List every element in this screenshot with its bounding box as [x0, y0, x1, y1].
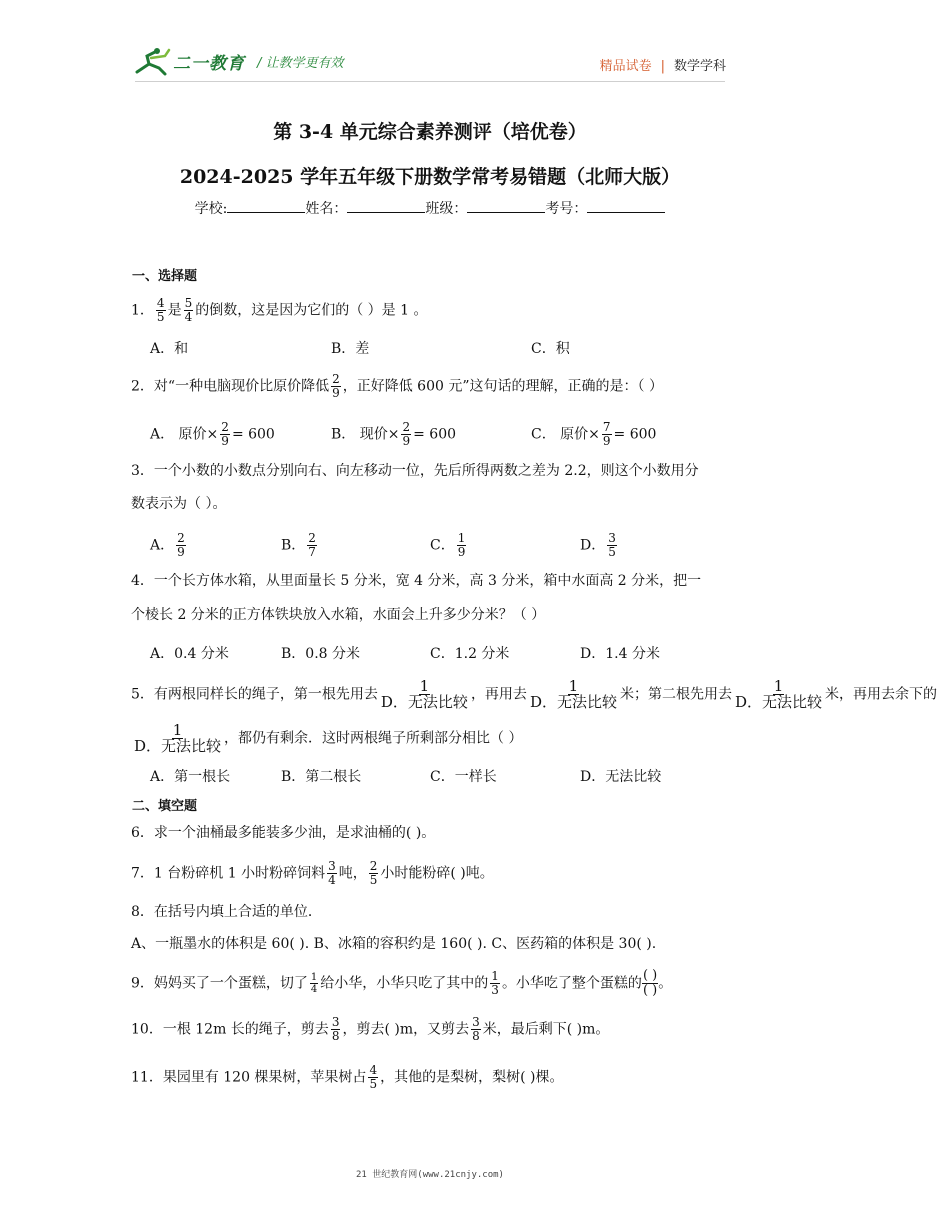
q1-option-b[interactable]: B．差	[331, 341, 370, 357]
fraction: $\frac{2}{5}$	[369, 859, 378, 887]
school-field[interactable]	[227, 199, 305, 213]
q2-option-b[interactable]: B． 现价× $\frac{2}{9}$ = 600	[331, 420, 457, 448]
q5-option-d[interactable]: D．无法比较	[580, 769, 662, 785]
q3-option-b[interactable]: B． $\frac{2}{7}$	[281, 531, 316, 559]
question-4-line-1: 4．一个长方体水箱，从里面量长 5 分米，宽 4 分米，高 3 分米，箱中水面高 2 分米，把一	[131, 573, 702, 589]
fraction: $\frac{7}{9}$	[602, 420, 611, 448]
q1-option-c[interactable]: C．积	[531, 341, 570, 357]
q3-option-a[interactable]: A． $\frac{2}{9}$	[150, 531, 185, 559]
fraction: $\frac{2}{9}$	[332, 372, 340, 400]
fraction: $\frac{3}{8}$	[472, 1015, 480, 1043]
q4-option-b[interactable]: B．0.8 分米	[281, 646, 361, 662]
fraction: $\frac{2}{9}$	[177, 531, 185, 559]
q4-option-c[interactable]: C．1.2 分米	[430, 646, 510, 662]
question-2: 2．对“一种电脑现价比原价降低 $\frac{2}{9}$ ，正好降低 600 元”这句话的理解，正确的是：（ ）	[131, 372, 663, 400]
fraction: $\frac{1}{\text{D．无法比较}}$	[529, 677, 617, 711]
question-11: 11．果园里有 120 棵果树，苹果树占 $\frac{4}{5}$ ，其他的是梨树，梨树( )棵。	[131, 1063, 564, 1091]
class-label: 班级：	[425, 201, 468, 217]
header-subject: 数学学科	[673, 59, 726, 74]
name-label: 姓名：	[305, 201, 348, 217]
section-choice: 一、选择题	[132, 269, 198, 284]
answer-fraction-blank[interactable]: $\frac{( )}{( )}$	[642, 968, 658, 998]
page-footer: 21 世纪教育网(www.21cnjy.com)	[356, 1170, 504, 1180]
fraction: $\frac{1}{4}$	[310, 972, 318, 995]
q3-option-c[interactable]: C． $\frac{1}{9}$	[430, 531, 466, 559]
question-10: 10．一根 12m 长的绳子，剪去 $\frac{3}{8}$ ，剪去( )m，又剪去 $\frac{3}{8}$ 米，最后剩下( )m。	[131, 1015, 610, 1043]
q5-option-b[interactable]: B．第二根长	[281, 769, 362, 785]
logo-text: 二一教育	[173, 53, 245, 74]
question-3-line-1: 3．一个小数的小数点分别向右、向左移动一位，先后所得两数之差为 2.2，则这个小数用分	[131, 463, 699, 479]
fraction: $\frac{1}{\text{D．无法比较}}$	[380, 677, 468, 711]
header-tags	[600, 55, 726, 74]
name-field[interactable]	[347, 199, 425, 213]
fraction: $\frac{2}{9}$	[221, 420, 229, 448]
header-brand	[135, 46, 344, 76]
q5-option-a[interactable]: A．第一根长	[150, 769, 231, 785]
q4-option-a[interactable]: A．0.4 分米	[150, 646, 229, 662]
student-info	[0, 198, 860, 218]
fraction: $\frac{1}{3}$	[491, 969, 499, 997]
fraction: $\frac{1}{\text{D．无法比较}}$	[734, 677, 822, 711]
question-3-line-2: 数表示为（ ）。	[131, 496, 227, 512]
header-separator: |	[660, 59, 665, 74]
logo	[135, 46, 245, 76]
question-9: 9．妈妈买了一个蛋糕，切了 $\frac{1}{4}$ 给小华，小华只吃了其中的 $\frac{1}{3}$ 。小华吃了整个蛋糕的 $\frac{( )}{( )}$ 。	[131, 968, 673, 998]
q4-option-d[interactable]: D．1.4 分米	[580, 646, 660, 662]
question-4-line-2: 个棱长 2 分米的正方体铁块放入水箱，水面会上升多少分米？（ ）	[131, 607, 546, 623]
question-5-line-2: $\frac{1}{\text{D．无法比较}}$ ，都仍有剩余．这时两根绳子所剩部分相比（ ）	[134, 721, 523, 755]
fraction: $\frac{4}{5}$	[369, 1063, 378, 1091]
q1-text: 是	[167, 302, 182, 319]
school-label: 学校:	[194, 201, 228, 217]
number-label: 考号：	[545, 201, 588, 217]
q1-option-a[interactable]: A．和	[150, 341, 189, 357]
runner-logo-icon	[135, 46, 171, 76]
fraction: $\frac{3}{5}$	[608, 531, 616, 559]
fraction: $\frac{1}{\text{D．无法比较}}$	[134, 721, 222, 755]
q1-text: 的倒数，这是因为它们的（ ）是 1 。	[195, 302, 428, 319]
header-tag: 精品试卷	[599, 59, 652, 74]
fraction: $\frac{3}{8}$	[331, 1015, 340, 1043]
number-field[interactable]	[587, 199, 665, 213]
page-title: 第 3-4 单元综合素养测评（培优卷）	[273, 121, 587, 143]
fraction: $\frac{2}{7}$	[308, 531, 316, 559]
fraction: $\frac{5}{4}$	[184, 296, 193, 324]
q3-option-d[interactable]: D． $\frac{3}{5}$	[580, 531, 616, 559]
header-divider	[135, 81, 725, 82]
q5-option-c[interactable]: C．一样长	[430, 769, 497, 785]
q2-option-c[interactable]: C． 原价× $\frac{7}{9}$ = 600	[531, 420, 657, 448]
question-1	[131, 297, 427, 324]
section-fill: 二、填空题	[132, 799, 198, 814]
fraction: $\frac{2}{9}$	[402, 420, 411, 448]
q2-option-a[interactable]: A． 原价× $\frac{2}{9}$ = 600	[150, 420, 275, 448]
fraction: $\frac{3}{4}$	[328, 859, 336, 887]
fraction: $\frac{4}{5}$	[156, 296, 165, 324]
question-6: 6．求一个油桶最多能装多少油，是求油桶的( )。	[131, 825, 436, 841]
question-5-line-1: 5．有两根同样长的绳子，第一根先用去 $\frac{1}{\text{D．无法比较}}$ ，再用去 $\frac{1}{\text{D．无法比较}}$ 米；第二根先用去 $\frac{1}{\text{D．无法比较}}$ 米，再用去余下的	[131, 677, 937, 711]
fraction: $\frac{1}{9}$	[457, 531, 466, 559]
q1-number: 1．	[131, 302, 154, 319]
question-8-line-2: A、一瓶墨水的体积是 60( ). B、冰箱的容积约是 160( ). C、医药箱的体积是 30( ).	[131, 936, 657, 952]
slogan: / 让教学更有效	[257, 55, 344, 71]
question-7: 7．1 台粉碎机 1 小时粉碎饲料 $\frac{3}{4}$ 吨， $\frac{2}{5}$ 小时能粉碎( )吨。	[131, 859, 494, 887]
question-8-line-1: 8．在括号内填上合适的单位．	[131, 904, 322, 920]
page-subtitle: 2024-2025 学年五年级下册数学常考易错题（北师大版）	[179, 166, 681, 188]
class-field[interactable]	[467, 199, 545, 213]
